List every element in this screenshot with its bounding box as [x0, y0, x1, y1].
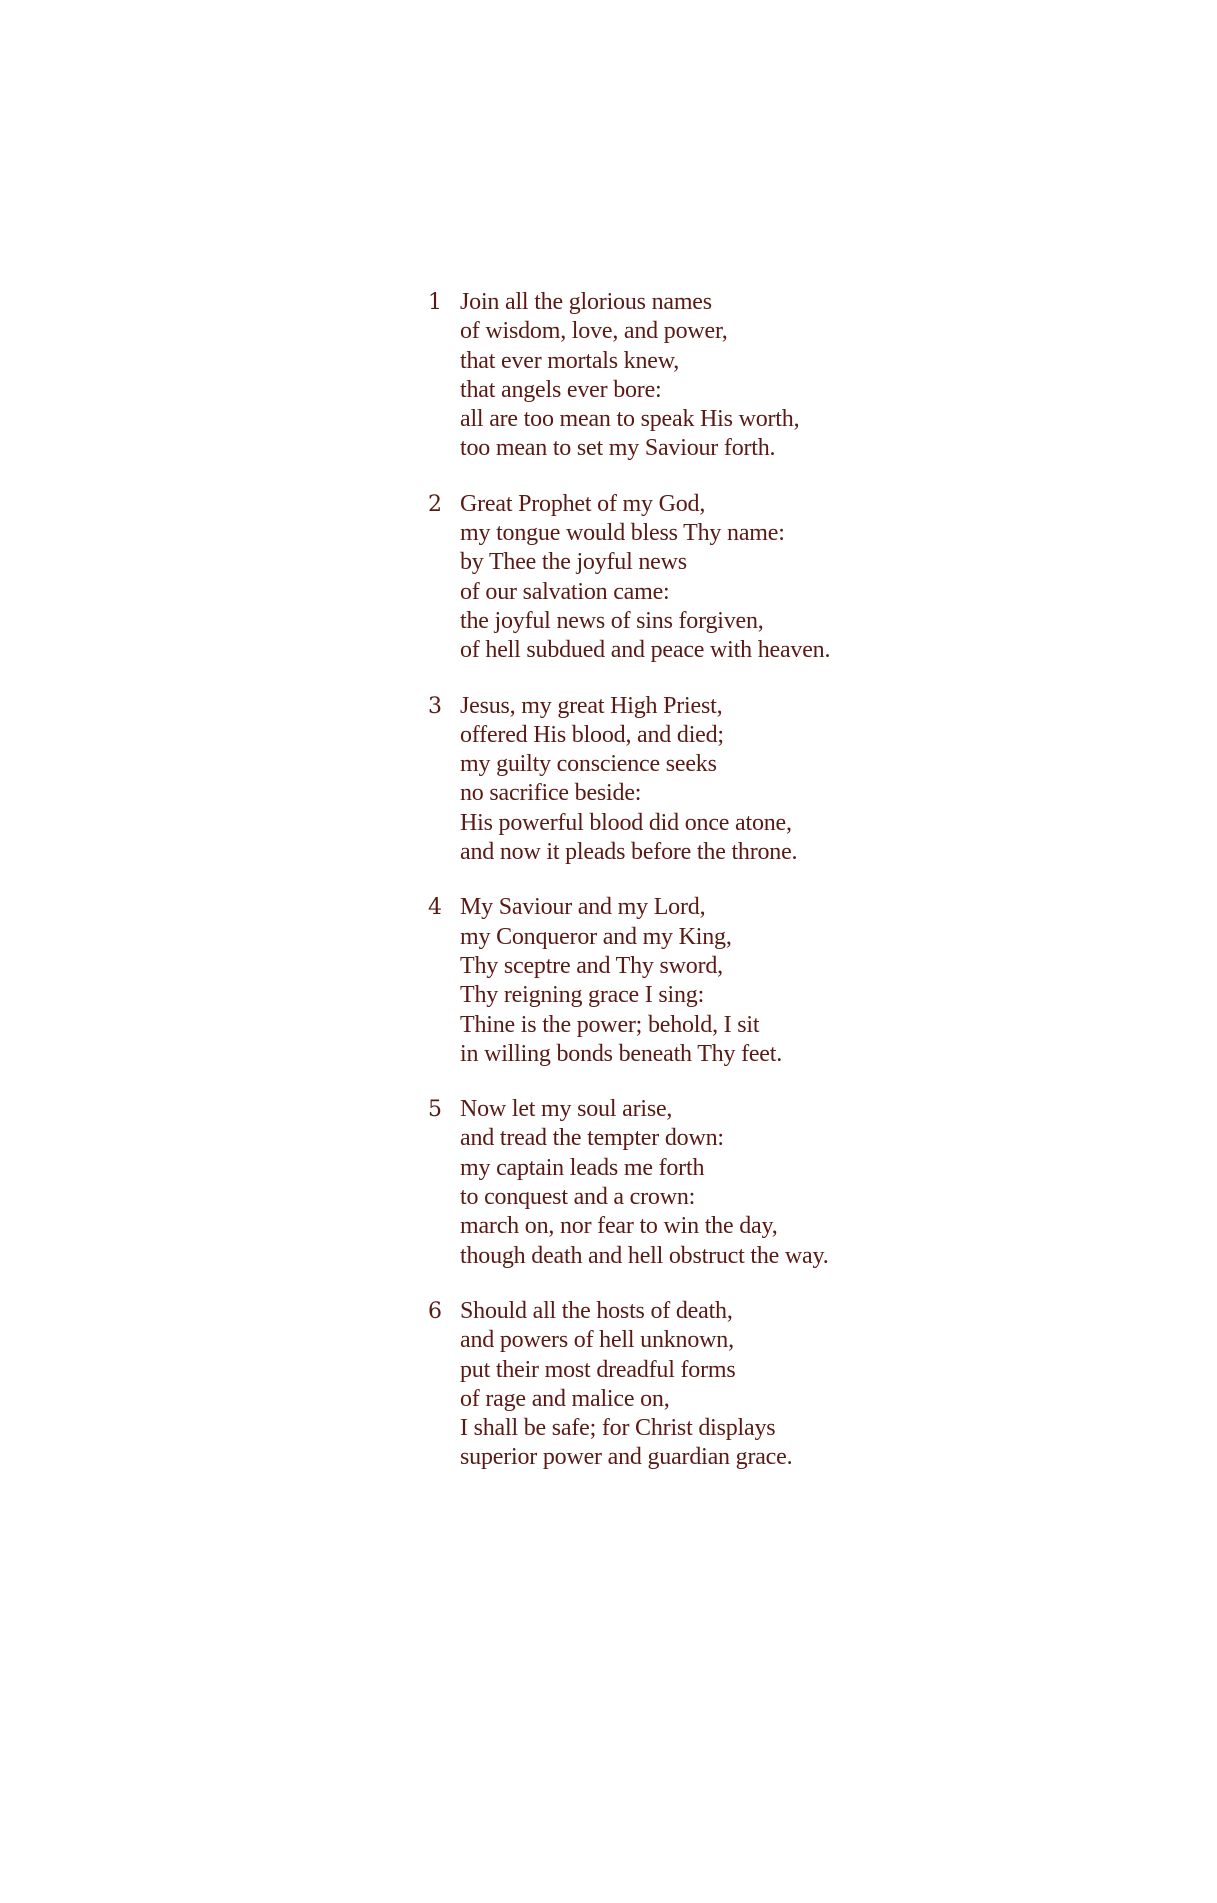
verse-line: Thy sceptre and Thy sword, — [460, 952, 723, 979]
verse-line: His powerful blood did once atone, — [460, 809, 792, 836]
hymn-text — [428, 288, 1188, 1499]
verse-number: 3 — [428, 693, 442, 719]
verse-line: march on, nor fear to win the day, — [460, 1213, 778, 1240]
verse-line: my guilty conscience seeks — [460, 751, 717, 778]
verse-line: of our salvation came: — [460, 578, 670, 605]
verse-line: of rage and malice on, — [460, 1385, 670, 1412]
verse-1 — [428, 288, 1188, 464]
verse-2 — [428, 490, 1188, 666]
verse-line: Jesus, my great High Priest, — [460, 692, 723, 719]
verse-line: in willing bonds beneath Thy feet. — [460, 1040, 783, 1067]
verse-line: too mean to set my Saviour forth. — [460, 435, 776, 462]
verse-line: My Saviour and my Lord, — [460, 894, 706, 921]
verse-number: 1 — [428, 290, 442, 315]
verse-line: I shall be safe; for Christ displays — [460, 1415, 776, 1442]
verse-number: 4 — [428, 895, 442, 921]
verse-line: and tread the tempter down: — [460, 1125, 724, 1152]
verse-line: and now it pleads before the throne. — [460, 839, 798, 866]
verse-number: 6 — [428, 1298, 442, 1324]
verse-line: my Conqueror and my King, — [460, 923, 732, 950]
verse-line: the joyful news of sins forgiven, — [460, 607, 764, 634]
verse-line: Thy reigning grace I sing: — [460, 982, 705, 1009]
verse-line: of wisdom, love, and power, — [460, 318, 728, 345]
verse-line: of hell subdued and peace with heaven. — [460, 637, 831, 664]
verse-line: Great Prophet of my God, — [460, 490, 706, 517]
verse-line: my tongue would bless Thy name: — [460, 520, 785, 547]
verse-line: to conquest and a crown: — [460, 1184, 696, 1211]
verse-number: 2 — [428, 491, 442, 517]
verse-line: that angels ever bore: — [460, 376, 662, 403]
verse-line: superior power and guardian grace. — [460, 1444, 793, 1471]
verse-line: Now let my soul arise, — [460, 1096, 673, 1123]
verse-line: by Thee the joyful news — [460, 549, 687, 576]
verse-line: all are too mean to speak His worth, — [460, 406, 800, 433]
verse-line: offered His blood, and died; — [460, 721, 724, 748]
verse-line: Join all the glorious names — [460, 289, 712, 315]
verse-line: my captain leads me forth — [460, 1154, 705, 1181]
verse-line: Should all the hosts of death, — [460, 1297, 733, 1324]
verse-6 — [428, 1297, 1188, 1473]
verse-line: though death and hell obstruct the way. — [460, 1242, 829, 1269]
verse-5 — [428, 1095, 1188, 1271]
verse-line: no sacrifice beside: — [460, 780, 642, 807]
verse-4 — [428, 893, 1188, 1069]
verse-line: Thine is the power; behold, I sit — [460, 1011, 760, 1038]
verse-line: and powers of hell unknown, — [460, 1327, 734, 1354]
verse-number: 5 — [428, 1097, 442, 1123]
verse-line: put their most dreadful forms — [460, 1356, 736, 1383]
verse-3 — [428, 692, 1188, 868]
verse-line: that ever mortals knew, — [460, 347, 680, 374]
